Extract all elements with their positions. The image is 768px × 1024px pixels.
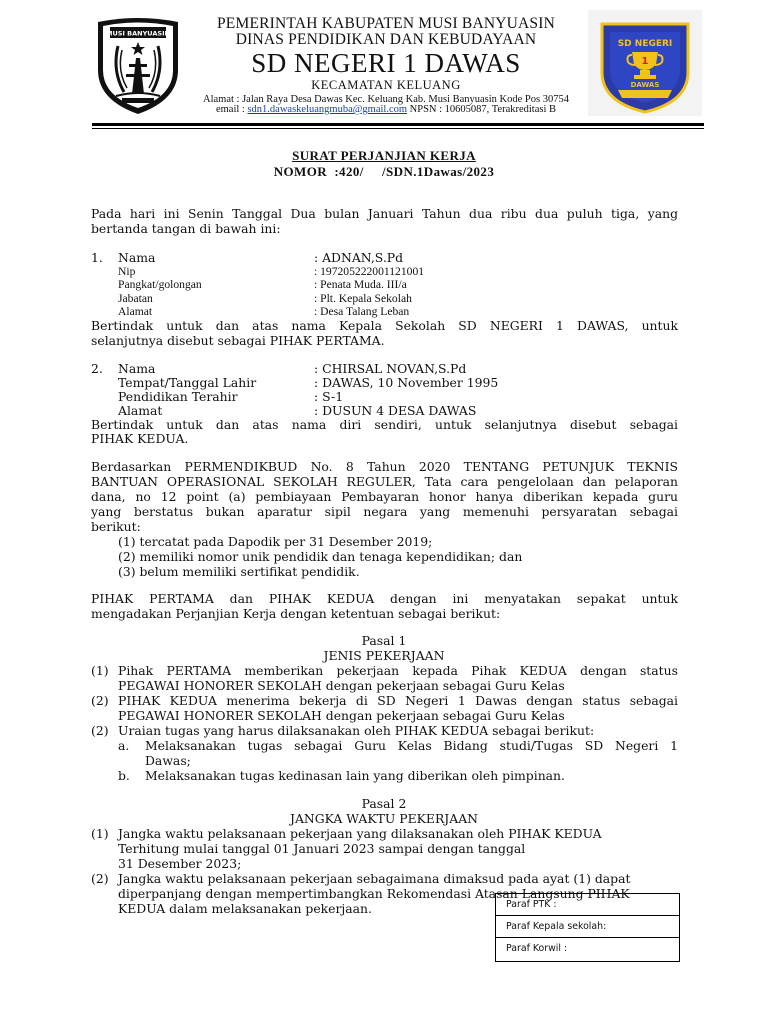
email-link[interactable]: sdn1.dawaskeluangmuba@gmail.com — [247, 104, 408, 115]
pasal1-item3-number: (2) — [91, 723, 109, 738]
paraf-kepala-sekolah: Paraf Kepala sekolah: — [496, 916, 679, 938]
pasal1-subitem-a-line-1: Melaksanakan tugas sebagai Guru Kelas Bidang studi/Tugas SD Negeri 1 — [145, 738, 678, 753]
government-name: PEMERINTAH KABUPATEN MUSI BANYUASIN — [216, 15, 556, 32]
party2-education-label: Pendidikan Terahir — [118, 389, 238, 404]
pasal2-heading: Pasal 2 — [361, 796, 407, 811]
party2-name-value: : CHIRSAL NOVAN,S.Pd — [314, 361, 467, 376]
party2-statement-1: Bertindak untuk dan atas nama diri sendiri, untuk selanjutnya disebut sebagai — [91, 417, 678, 432]
pasal1-item2-number: (2) — [91, 693, 109, 708]
svg-text:MUSI BANYUASIN: MUSI BANYUASIN — [106, 29, 170, 38]
agreement-line-1: PIHAK PERTAMA dan PIHAK KEDUA dengan ini menyatakan sepakat untuk — [91, 591, 678, 606]
pasal1-subheading: JENIS PEKERJAAN — [323, 648, 445, 663]
party1-address-label: Alamat — [118, 305, 153, 318]
pasal1-heading: Pasal 1 — [361, 633, 407, 648]
school-logo — [588, 10, 702, 116]
intro-line-1: Pada hari ini Senin Tanggal Dua bulan Januari Tahun dua ribu dua puluh tiga, yang — [91, 206, 678, 221]
party2-birth-value: : DAWAS, 10 November 1995 — [314, 375, 499, 390]
agreement-line-2: mengadakan Perjanjian Kerja dengan ketentuan sebagai berikut: — [91, 606, 501, 621]
pasal2-item2-line-3: KEDUA dalam melaksanakan pekerjaan. — [118, 901, 372, 916]
party2-number: 2. — [91, 361, 103, 376]
school-name: SD NEGERI 1 DAWAS — [251, 48, 521, 78]
pasal2-item2-line-1: Jangka waktu pelaksanaan pekerjaan sebagaimana dimaksud pada ayat (1) dapat — [118, 871, 631, 886]
pasal1-subitem-a-number: a. — [118, 738, 130, 753]
basis-line-3: dana, no 12 point (a) pembiayaan Pembayaran honor hanya diberikan kepada guru — [91, 489, 678, 504]
party2-address-value: : DUSUN 4 DESA DAWAS — [314, 403, 477, 418]
basis-item-2: (2) memiliki nomor unik pendidik dan tenaga kependidikan; dan — [118, 549, 523, 564]
pasal2-item2-line-2: diperpanjang dengan mempertimbangkan Rekomendasi Atasan Langsung PIHAK — [118, 886, 630, 901]
department-name: DINAS PENDIDIKAN DAN KEBUDAYAAN — [235, 31, 537, 48]
school-address: Alamat : Jalan Raya Desa Dawas Kec. Keluang Kab. Musi Banyuasin Kode Pos 30754 — [203, 94, 569, 105]
pasal2-subheading: JANGKA WAKTU PEKERJAAN — [290, 811, 478, 826]
pasal2-item1-line-1: Jangka waktu pelaksanaan pekerjaan yang dilaksanakan oleh PIHAK KEDUA — [118, 826, 602, 841]
pasal2-item2-number: (2) — [91, 871, 109, 886]
svg-text:1: 1 — [641, 56, 649, 67]
intro-line-2: bertanda tangan di bawah ini: — [91, 221, 281, 236]
paraf-korwil: Paraf Korwil : — [506, 943, 568, 954]
email-label: email : — [215, 104, 248, 115]
paraf-box — [495, 893, 680, 962]
pasal1-item1-line-1: Pihak PERTAMA memberikan pekerjaan kepada Pihak KEDUA dengan status — [118, 663, 678, 678]
document-number: NOMOR :420/ /SDN.1Dawas/2023 — [273, 164, 495, 179]
basis-line-5: berikut: — [91, 519, 141, 534]
pasal2-item1-line-2: Terhitung mulai tanggal 01 Januari 2023 sampai dengan tanggal — [118, 841, 526, 856]
party1-position-label: Jabatan — [118, 292, 153, 305]
party2-statement-2: PIHAK KEDUA. — [91, 431, 189, 446]
party2-address-label: Alamat — [118, 403, 163, 418]
basis-item-3: (3) belum memiliki sertifikat pendidik. — [118, 564, 360, 579]
party1-nip-label: Nip — [118, 265, 136, 278]
party1-statement-1: Bertindak untuk dan atas nama Kepala Sekolah SD NEGERI 1 DAWAS, untuk — [91, 318, 678, 333]
party1-address-value: : Desa Talang Leban — [314, 305, 410, 318]
svg-text:SD NEGERI: SD NEGERI — [617, 39, 673, 49]
header-rule-thin — [92, 128, 704, 129]
party2-name-label: Nama — [118, 361, 156, 376]
party1-rank-value: : Penata Muda. III/a — [314, 278, 407, 291]
basis-line-4: yang berstatus bukan aparatur sipil negara yang memenuhi persyaratan sebagai — [91, 504, 678, 519]
party2-birth-label: Tempat/Tanggal Lahir — [118, 375, 257, 390]
party1-name-label: Nama — [118, 250, 156, 265]
party1-rank-label: Pangkat/golongan — [118, 278, 202, 291]
basis-line-1: Berdasarkan PERMENDIKBUD No. 8 Tahun 2020 TENTANG PETUNJUK TEKNIS — [91, 459, 678, 474]
pasal1-subitem-a-line-2: Dawas; — [145, 753, 191, 768]
pasal2-item1-line-3: 31 Desember 2023; — [118, 856, 242, 871]
document-title: SURAT PERJANJIAN KERJA — [292, 148, 476, 163]
paraf-ptk: Paraf PTK : — [496, 894, 679, 916]
pasal1-item1-line-2: PEGAWAI HONORER SEKOLAH dengan pekerjaan sebagai Guru Kelas — [118, 678, 565, 693]
svg-text:DAWAS: DAWAS — [630, 81, 660, 89]
musi-banyuasin-emblem — [92, 16, 184, 116]
party1-position-value: : Plt. Kepala Sekolah — [314, 292, 412, 305]
pasal1-item1-number: (1) — [91, 663, 109, 678]
pasal1-subitem-b-line-1: Melaksanakan tugas kedinasan lain yang diberikan oleh pimpinan. — [145, 768, 565, 783]
party1-statement-2: selanjutnya disebut sebagai PIHAK PERTAMA. — [91, 333, 385, 348]
school-contact — [186, 104, 586, 115]
pasal1-item2-line-2: PEGAWAI HONORER SEKOLAH dengan pekerjaan sebagai Guru Kelas — [118, 708, 565, 723]
district-name: KECAMATAN KELUANG — [311, 78, 461, 92]
header-rule-thick — [92, 123, 704, 126]
pasal1-subitem-b-number: b. — [118, 768, 130, 783]
party1-number: 1. — [91, 250, 103, 265]
npsn-text: NPSN : 10605087, Terakreditasi B — [407, 104, 557, 115]
pasal1-item3-line-1: Uraian tugas yang harus dilaksanakan oleh PIHAK KEDUA sebagai berikut: — [118, 723, 595, 738]
pasal1-item2-line-1: PIHAK KEDUA menerima bekerja di SD Negeri 1 Dawas dengan status sebagai — [118, 693, 678, 708]
party1-name-value: : ADNAN,S.Pd — [314, 250, 404, 265]
pasal2-item1-number: (1) — [91, 826, 109, 841]
basis-item-1: (1) tercatat pada Dapodik per 31 Desember 2019; — [118, 534, 433, 549]
party2-education-value: : S-1 — [314, 389, 344, 404]
party1-nip-value: : 197205222001121001 — [314, 265, 425, 278]
basis-line-2: BANTUAN OPERASIONAL SEKOLAH REGULER, Tata cara pengelolaan dan pelaporan — [91, 474, 678, 489]
